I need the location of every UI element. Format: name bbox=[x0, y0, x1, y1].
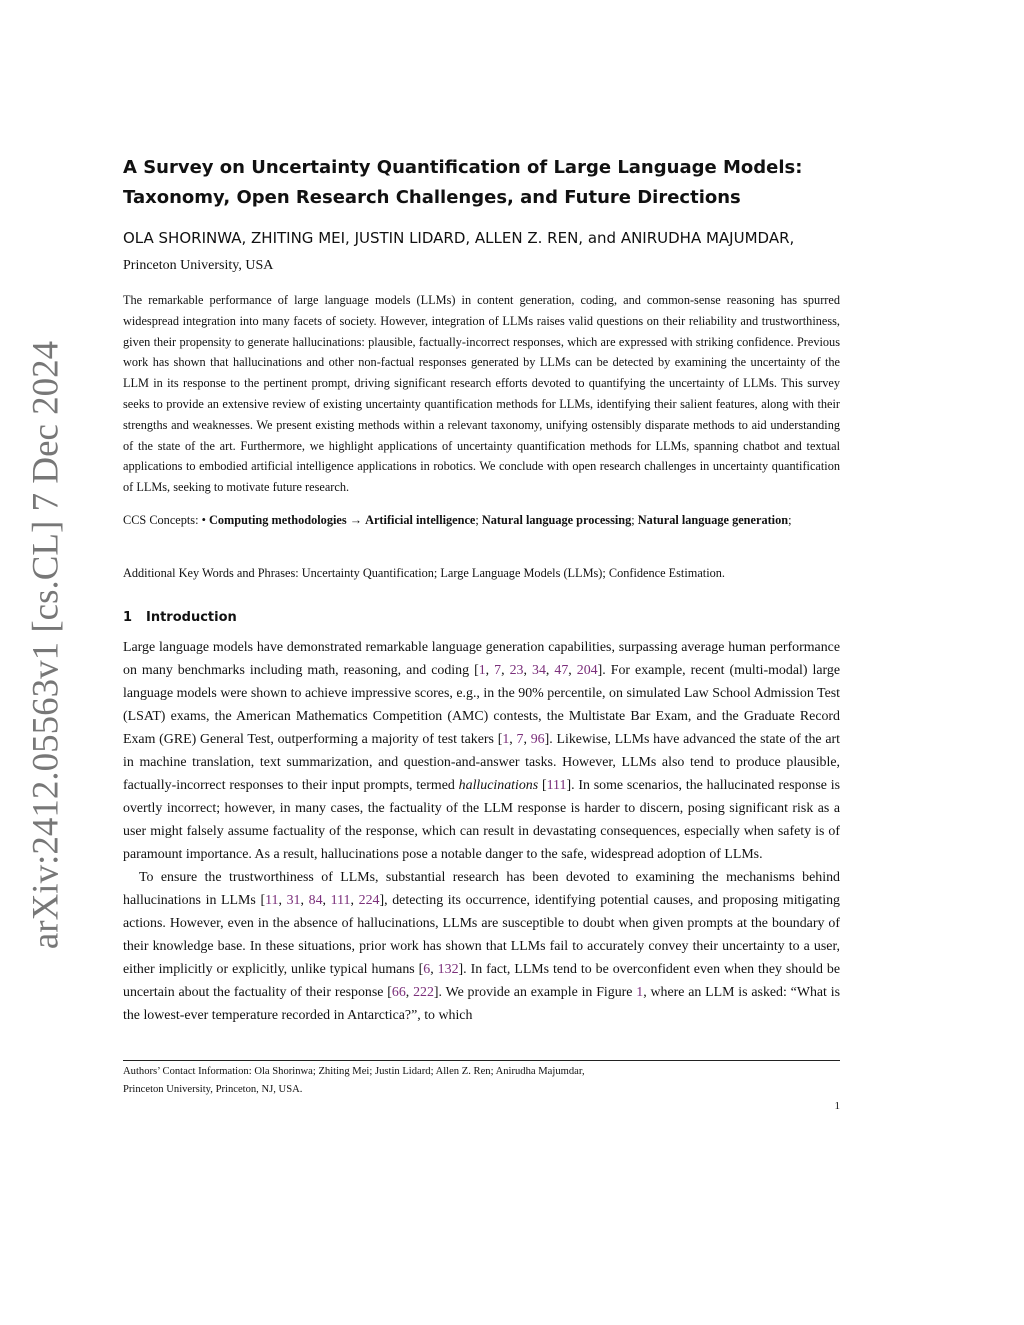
ccs-separator: ; bbox=[475, 513, 479, 527]
paper-title: A Survey on Uncertainty Quantification of Large Language Models: Taxonomy, Open Research Challenges, and Future Directions bbox=[123, 157, 803, 208]
citation-link[interactable]: 31 bbox=[286, 893, 301, 908]
ccs-concept: Artificial intelligence bbox=[365, 513, 476, 527]
footnote-line: Authors’ Contact Information: Ola Shorinwa; Zhiting Mei; Justin Lidard; Allen Z. Ren; Anirudha Majumdar, bbox=[123, 1066, 585, 1077]
ccs-concepts bbox=[123, 510, 840, 531]
footnote-line: Princeton University, Princeton, NJ, USA. bbox=[123, 1084, 303, 1095]
arxiv-id: arXiv:2412.05563v1 [cs.CL] 7 Dec 2024 bbox=[25, 340, 67, 950]
citation-link[interactable]: 34 bbox=[532, 663, 546, 678]
ccs-separator: ; bbox=[631, 513, 635, 527]
author-footnote bbox=[123, 1063, 840, 1099]
section-title: Introduction bbox=[146, 610, 237, 625]
ccs-concept: Computing methodologies bbox=[208, 513, 347, 527]
section-heading bbox=[123, 608, 237, 628]
body-text bbox=[123, 636, 840, 1027]
citation-link[interactable]: 66 bbox=[391, 985, 406, 1000]
keywords: Additional Key Words and Phrases: Uncertainty Quantification; Large Language Models (LLMs); Confidence Estimation. bbox=[123, 566, 725, 580]
author-list: OLA SHORINWA, ZHITING MEI, JUSTIN LIDARD, ALLEN Z. REN, and ANIRUDHA MAJUMDAR, bbox=[123, 229, 795, 247]
citation-link[interactable]: 1 bbox=[502, 732, 510, 747]
figure-link[interactable]: 1 bbox=[636, 985, 644, 1000]
footnote-rule bbox=[123, 1060, 840, 1061]
citation-link[interactable]: 132 bbox=[437, 962, 459, 977]
ccs-separator: ; bbox=[788, 513, 792, 527]
paragraph: To ensure the trustworthiness of LLMs, substantial research has been devoted to examining the mechanisms behind hallucinations in LLMs [11, 31, 84, 111, 224], detecting its occurrence, identifying potential causes, and proposing mitigating actions. However, even in the absence of hallucinations, LLMs are susceptible to doubt when given prompts at the boundary of their knowledge base. In these situations, prior work has shown that LLMs fail to accurately convey their uncertainty to a user, either implicitly or explicitly, unlike typical humans [6, 132]. In fact, LLMs tend to be overconfident even when they should be uncertain about the factuality of their response [66, 222]. We provide an example in Figure 1, where an LLM is asked: “What is the lowest-ever temperature recorded in Antarctica?”, to which bbox=[123, 870, 840, 1023]
ccs-arrow: → bbox=[349, 513, 363, 527]
page-number: 1 bbox=[834, 1100, 840, 1112]
ccs-label: CCS Concepts: • bbox=[123, 513, 206, 527]
citation-link[interactable]: 1 bbox=[478, 663, 486, 678]
ccs-concept: Natural language generation bbox=[637, 513, 789, 527]
paragraph: Large language models have demonstrated remarkable language generation capabilities, surpassing average human performance on many benchmarks including math, reasoning, and coding [1, 7, 23, 34, 47, 204]. For example, recent (multi-modal) large language models were shown to achieve impressive scores, e.g., in the 90% percentile, on simulated Law School Admission Test (LSAT) exams, the American Mathematics Competition (AMC) contests, the Multistate Bar Exam, and the Graduate Record Exam (GRE) General Test, outperforming a majority of test takers [1, 7, 96]. Likewise, LLMs have advanced the state of the art in machine translation, text summarization, and question-and-answer tasks. However, LLMs also tend to produce plausible, factually-incorrect responses to their input prompts, termed hallucinations [111]. In some scenarios, the hallucinated response is overtly incorrect; however, in many cases, the factuality of the LLM response is harder to discern, posing significant risk as a user might falsely assume factuality of the response, which can result in devastating consequences, especially when safety is of paramount importance. As a result, hallucinations pose a notable danger to the safe, widespread adoption of LLMs. bbox=[123, 640, 841, 862]
citation-link[interactable]: 84 bbox=[308, 893, 323, 908]
citation-link[interactable]: 111 bbox=[546, 778, 567, 793]
citation-link[interactable]: 96 bbox=[530, 732, 545, 747]
section-number: 1 bbox=[123, 610, 133, 625]
citation-link[interactable]: 23 bbox=[509, 663, 524, 678]
citation-link[interactable]: 7 bbox=[494, 663, 502, 678]
citation-link[interactable]: 224 bbox=[358, 893, 380, 908]
arxiv-sidebar bbox=[16, 340, 76, 950]
citation-link[interactable]: 6 bbox=[423, 962, 431, 977]
abstract: The remarkable performance of large language models (LLMs) in content generation, coding, and common-sense reasoning has spurred widespread integration into many facets of society. However, integration of LLMs raises valid questions on their reliability and trustworthiness, given their propensity to generate hallucinations: plausible, factually-incorrect responses, which are expressed with striking confidence. Previous work has shown that hallucinations and other non-factual responses generated by LLMs can be detected by examining the uncertainty of the LLM in its response to the pertinent prompt, driving significant research efforts devoted to quantifying the uncertainty of LLMs. This survey seeks to provide an extensive review of existing uncertainty quantification methods for LLMs, identifying their salient features, along with their strengths and weaknesses. We present existing methods within a relevant taxonomy, unifying ostensibly disparate methods to aid understanding of the state of the art. Furthermore, we highlight applications of uncertainty quantification methods for LLMs, spanning chatbot and textual applications to embodied artificial intelligence applications in robotics. We conclude with open research challenges in uncertainty quantification of LLMs, seeking to motivate future research. bbox=[123, 293, 840, 495]
ccs-concept: Natural language processing bbox=[481, 513, 632, 527]
citation-link[interactable]: 7 bbox=[516, 732, 524, 747]
citation-link[interactable]: 11 bbox=[265, 893, 279, 908]
citation-link[interactable]: 222 bbox=[413, 985, 434, 1000]
citation-link[interactable]: 111 bbox=[330, 893, 351, 908]
citation-link[interactable]: 47 bbox=[554, 663, 569, 678]
affiliation: Princeton University, USA bbox=[123, 258, 274, 273]
citation-link[interactable]: 204 bbox=[576, 663, 598, 678]
